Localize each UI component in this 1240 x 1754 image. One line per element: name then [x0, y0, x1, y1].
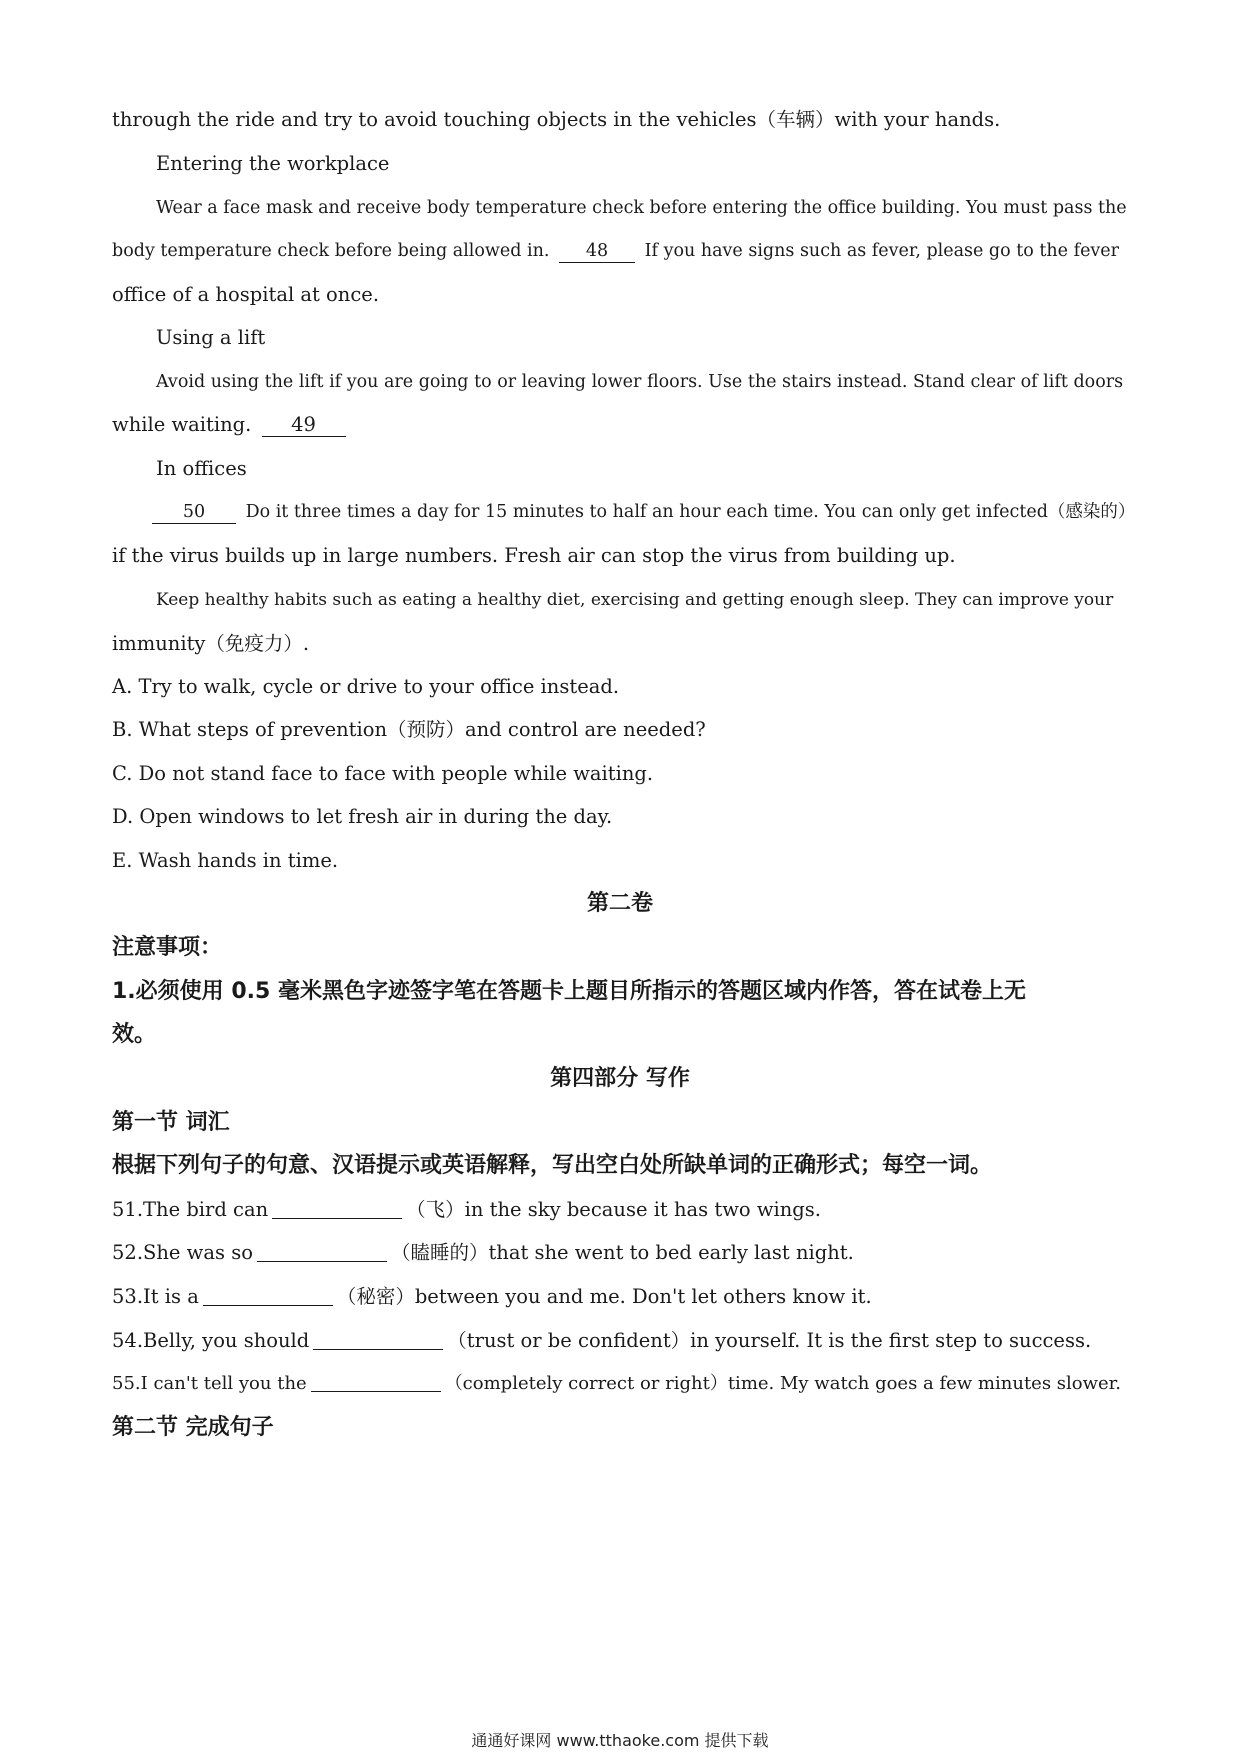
vocab-text: 55.I can't tell you the [112, 1373, 307, 1394]
passage-line [112, 237, 1119, 265]
vocab-text: 53.It is a [112, 1285, 199, 1308]
passage-line: Avoid using the lift if you are going to or leaving lower floors. Use the stairs instead. Stand clear of lift doors [156, 372, 1124, 392]
passage-line: if the virus builds up in large numbers. Fresh air can stop the virus from building up. [112, 544, 956, 567]
vocab-item-54 [112, 1327, 1091, 1355]
notice-title: 注意事项： [112, 935, 223, 960]
blank-48: 48 [559, 240, 635, 263]
vocab-text: （瞌睡的）that she went to bed early last night. [390, 1241, 854, 1264]
passage-line: Keep healthy habits such as eating a healthy diet, exercising and getting enough sleep. They can improve your [156, 590, 1114, 610]
option-c: C. Do not stand face to face with people while waiting. [112, 762, 654, 785]
option-a: A. Try to walk, cycle or drive to your office instead. [112, 675, 620, 698]
option-d: D. Open windows to let fresh air in during the day. [112, 805, 613, 828]
passage-line: through the ride and try to avoid touching objects in the vehicles（车辆）with your hands. [112, 108, 1001, 131]
passage-line [152, 498, 1135, 526]
vocab-text: （飞）in the sky because it has two wings. [406, 1198, 821, 1221]
answer-blank [313, 1329, 443, 1350]
notice-item-1: 1.必须使用 0.5 毫米黑色字迹签字笔在答题卡上题目所指示的答题区域内作答，答在试卷上无 [112, 979, 1026, 1004]
passage-line [112, 411, 350, 439]
answer-blank [311, 1371, 441, 1392]
vocab-item-53 [112, 1283, 872, 1311]
vocab-text: 54.Belly, you should [112, 1329, 310, 1352]
answer-blank [257, 1241, 387, 1262]
blank-49: 49 [262, 414, 346, 437]
vocab-item-51 [112, 1196, 821, 1224]
volume-2-title: 第二卷 [586, 891, 653, 916]
section-1-title: 第一节 词汇 [112, 1110, 230, 1135]
notice-item-1-cont: 效。 [112, 1022, 157, 1047]
heading-offices: In offices [156, 457, 247, 480]
section-1-instruction: 根据下列句子的句意、汉语提示或英语解释，写出空白处所缺单词的正确形式；每空一词。 [112, 1153, 993, 1178]
passage-line: office of a hospital at once. [112, 283, 380, 306]
option-e: E. Wash hands in time. [112, 849, 339, 872]
part-4-title: 第四部分 写作 [550, 1066, 690, 1091]
vocab-text: （completely correct or right）time. My watch goes a few minutes slower. [444, 1373, 1122, 1394]
page-footer: 通通好课网 www.tthaoke.com 提供下载 [471, 1731, 769, 1750]
passage-line: Wear a face mask and receive body temperature check before entering the office building. You must pass the [156, 198, 1127, 218]
answer-blank [272, 1198, 402, 1219]
vocab-text: 51.The bird can [112, 1198, 269, 1221]
answer-blank [203, 1285, 333, 1306]
option-b: B. What steps of prevention（预防）and control are needed? [112, 718, 706, 741]
passage-text: If you have signs such as fever, please go to the fever [644, 241, 1120, 261]
passage-text: body temperature check before being allowed in. [112, 241, 550, 261]
section-2-title: 第二节 完成句子 [112, 1415, 274, 1440]
passage-text: while waiting. [112, 413, 252, 436]
vocab-item-55 [112, 1370, 1121, 1398]
heading-workplace: Entering the workplace [156, 152, 390, 175]
vocab-text: 52.She was so [112, 1241, 253, 1264]
blank-50: 50 [152, 501, 236, 524]
heading-lift: Using a lift [156, 326, 266, 349]
vocab-text: （trust or be confident）in yourself. It is the first step to success. [447, 1329, 1092, 1352]
passage-line: immunity（免疫力）. [112, 632, 310, 655]
vocab-text: （秘密）between you and me. Don't let others know it. [336, 1285, 872, 1308]
passage-text: Do it three times a day for 15 minutes to half an hour each time. You can only get infected（感染的） [245, 502, 1136, 522]
vocab-item-52 [112, 1239, 854, 1267]
